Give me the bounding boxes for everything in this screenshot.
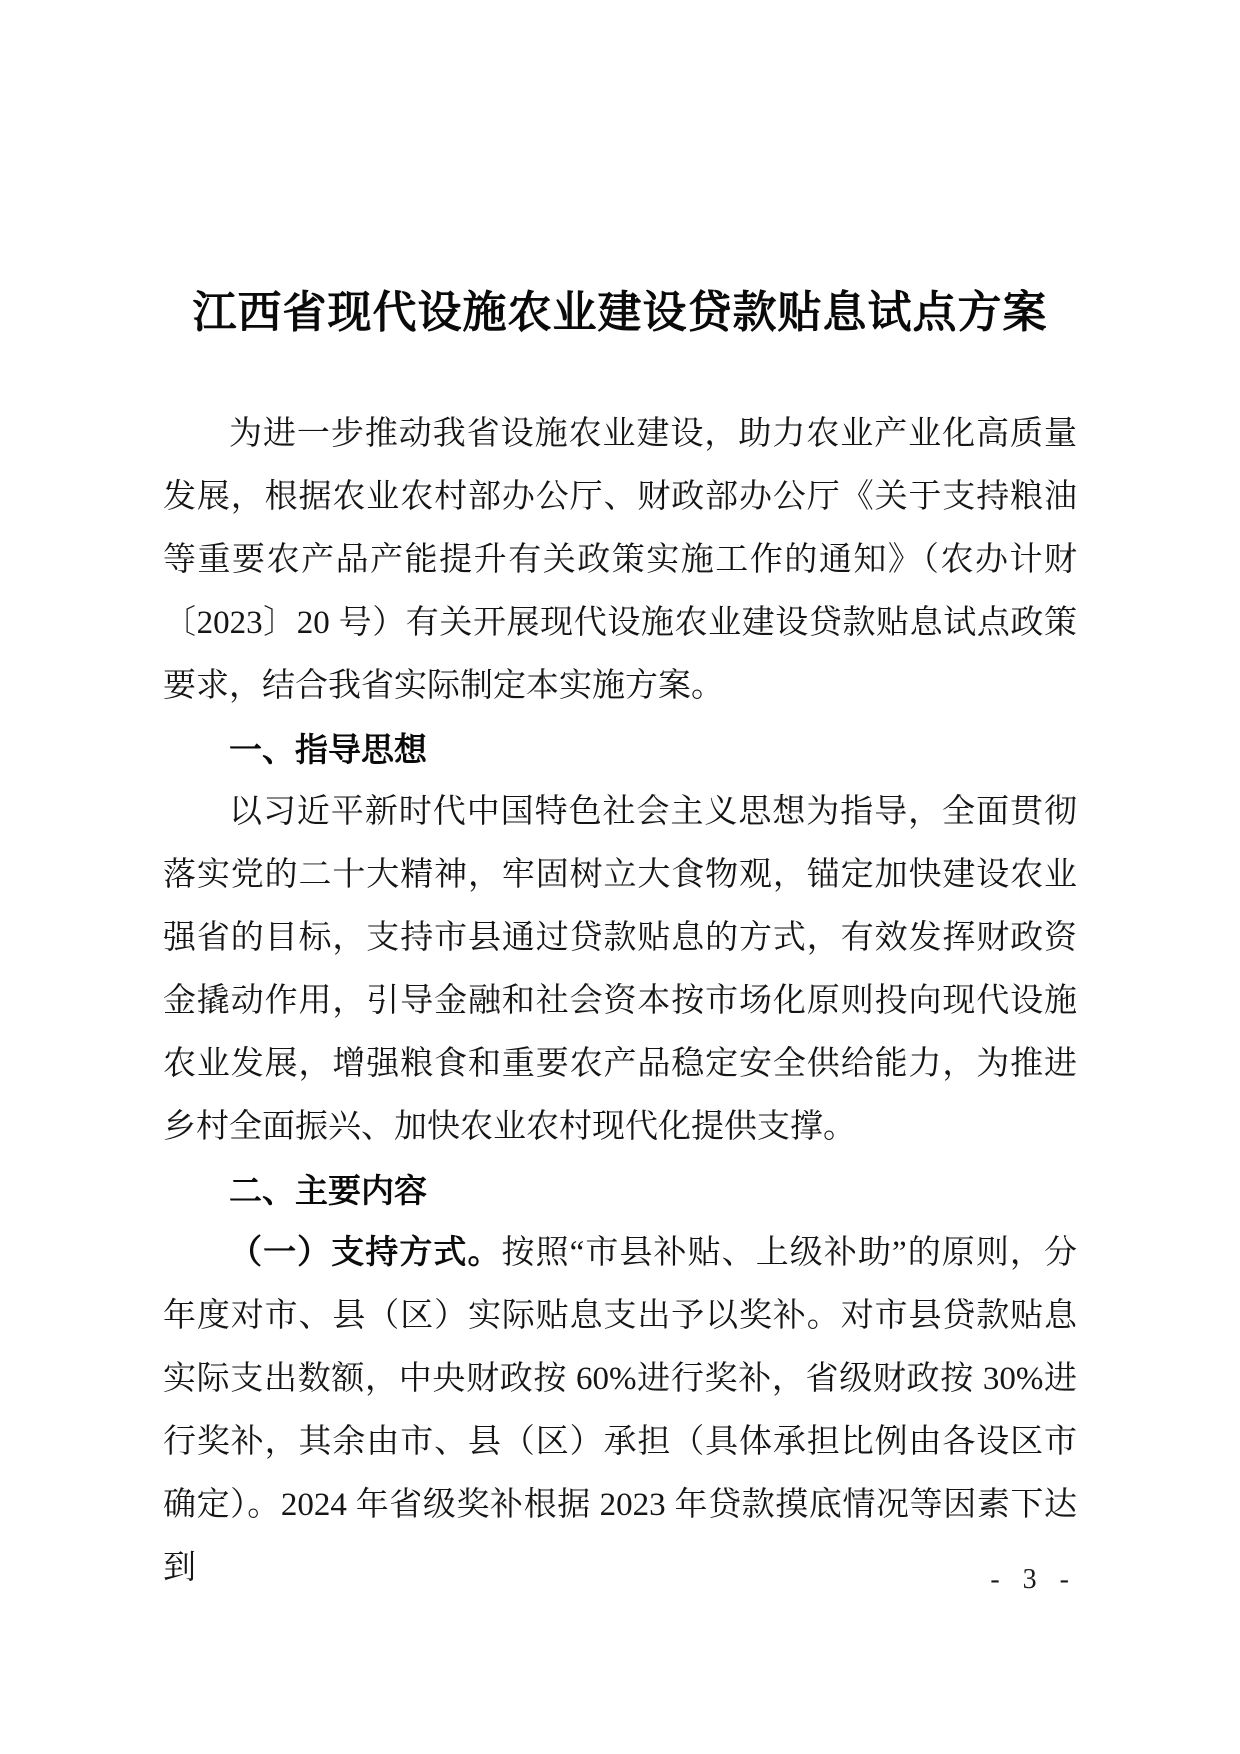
paragraph-text: 为进一步推动我省设施农业建设，助力农业产业化高质量发展，根据农业农村部办公厅、财政部办公厅《关于支持粮油等重要农产品产能提升有关政策实施工作的通知》（农办计财〔2023〕20 号）有关开展现代设施农业建设贷款贴息试点政策要求，结合我省实际制定本实施方案。 [163,416,1077,704]
body-paragraph [163,403,1077,718]
body-paragraph [163,1222,1077,1600]
paragraph-text: 以习近平新时代中国特色社会主义思想为指导，全面贯彻落实党的二十大精神，牢固树立大食物观，锚定加快建设农业强省的目标，支持市县通过贷款贴息的方式，有效发挥财政资金撬动作用，引导金融和社会资本按市场化原则投向现代设施农业发展，增强粮食和重要农产品稳定安全供给能力，为推进乡村全面振兴、加快农业农村现代化提供支撑。 [163,794,1077,1145]
body-paragraph [163,781,1077,1159]
section-heading: 二、主要内容 [229,1172,427,1209]
paragraph-text: 按照“市县补贴、上级补助”的原则，分年度对市、县（区）实际贴息支出予以奖补。对市县贷款贴息实际支出数额，中央财政按 60%进行奖补，省级财政按 30%进行奖补，其余由市、县（区）承担（具体承担比例由各设区市确定）。2024 年省级奖补根据 2023 年贷款摸底情况等因素下达到 [163,1235,1077,1586]
document-title: 江西省现代设施农业建设贷款贴息试点方案 [192,288,1048,337]
document-body [163,403,1077,1600]
page-number: - 3 - [990,1564,1077,1595]
section-heading: 一、指导思想 [229,731,427,768]
paragraph-lead: （一）支持方式。 [229,1235,502,1271]
